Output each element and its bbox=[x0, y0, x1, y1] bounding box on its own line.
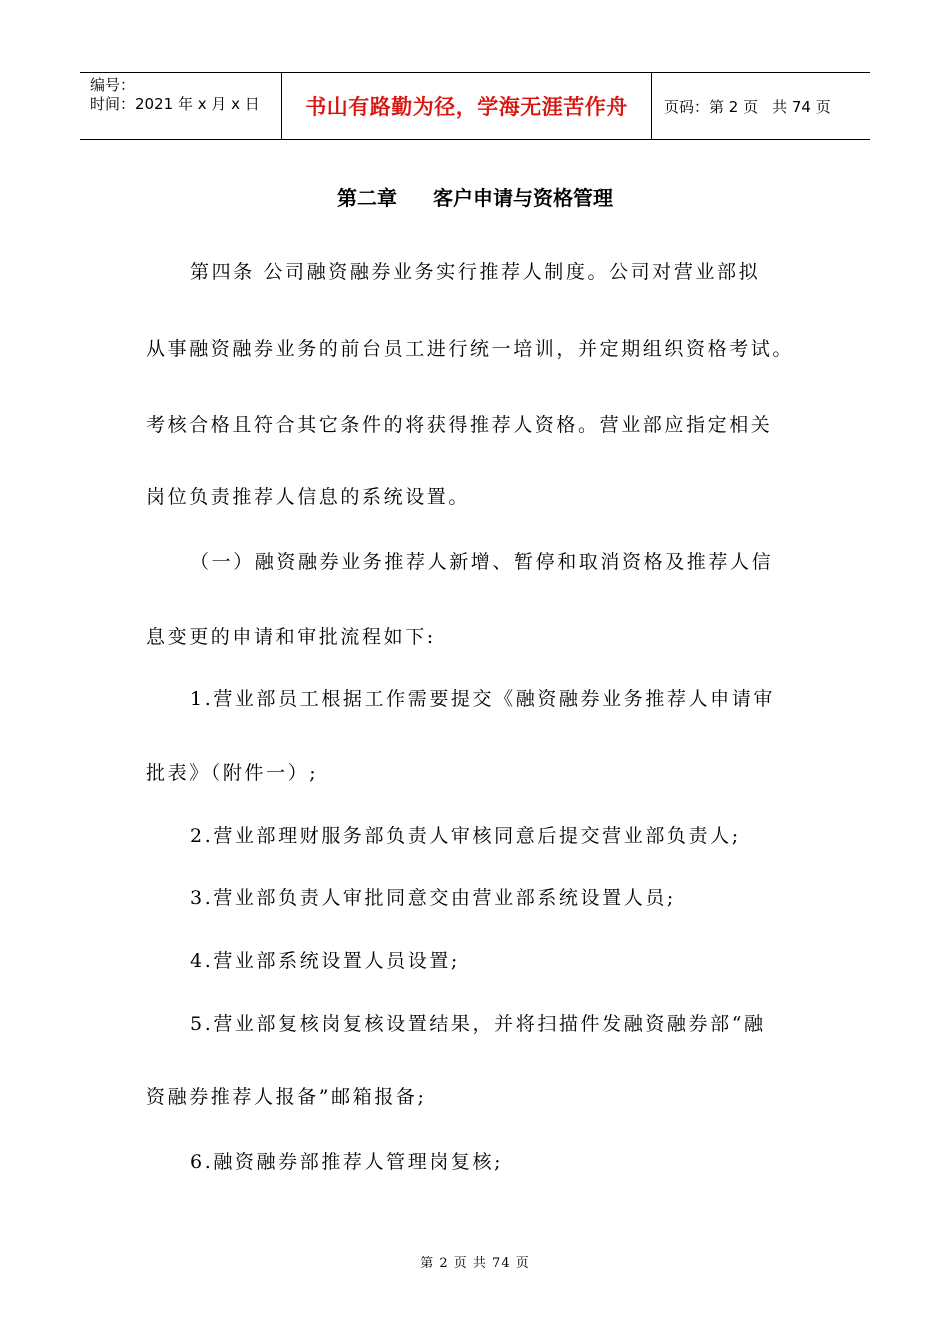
body-line: 资融券推荐人报备”邮箱报备; bbox=[146, 1086, 427, 1108]
body-line: 从事融资融券业务的前台员工进行统一培训，并定期组织资格考试。 bbox=[146, 338, 795, 360]
body-line: 岗位负责推荐人信息的系统设置。 bbox=[146, 486, 471, 508]
header-page-total: 共 74 页 bbox=[772, 97, 831, 116]
header-table bbox=[80, 72, 870, 140]
header-page-number: 页码：第 2 页 bbox=[664, 97, 759, 116]
body-line: 3.营业部负责人审批同意交由营业部系统设置人员; bbox=[190, 887, 676, 909]
body-line: 1.营业部员工根据工作需要提交《融资融券业务推荐人申请审 bbox=[190, 688, 775, 710]
header-page-info bbox=[652, 73, 870, 139]
body-line: 2.营业部理财服务部负责人审核同意后提交营业部负责人; bbox=[190, 825, 741, 847]
chapter-number: 第二章 bbox=[337, 186, 397, 210]
document-date: 时间：2021 年 x 月 x 日 bbox=[90, 95, 260, 113]
body-line: 考核合格且符合其它条件的将获得推荐人资格。营业部应指定相关 bbox=[146, 414, 773, 436]
body-line: （一）融资融券业务推荐人新增、暂停和取消资格及推荐人信 bbox=[190, 551, 774, 573]
body-line: 息变更的申请和审批流程如下: bbox=[146, 626, 436, 648]
body-line: 4.营业部系统设置人员设置; bbox=[190, 950, 460, 972]
body-line: 6.融资融券部推荐人管理岗复核; bbox=[190, 1151, 504, 1173]
body-line: 第四条 公司融资融券业务实行推荐人制度。公司对营业部拟 bbox=[190, 261, 761, 283]
chapter-title: 客户申请与资格管理 bbox=[433, 186, 613, 210]
header-meta bbox=[80, 73, 282, 139]
chapter-heading bbox=[0, 184, 950, 212]
header-motto: 书山有路勤为径，学海无涯苦作舟 bbox=[282, 73, 652, 139]
document-number-label: 编号： bbox=[90, 76, 136, 94]
body-line: 5.营业部复核岗复核设置结果，并将扫描件发融资融券部“融 bbox=[190, 1013, 766, 1035]
body-line: 批表》（附件一）; bbox=[146, 762, 319, 784]
page-footer: 第 2 页 共 74 页 bbox=[420, 1256, 530, 1271]
